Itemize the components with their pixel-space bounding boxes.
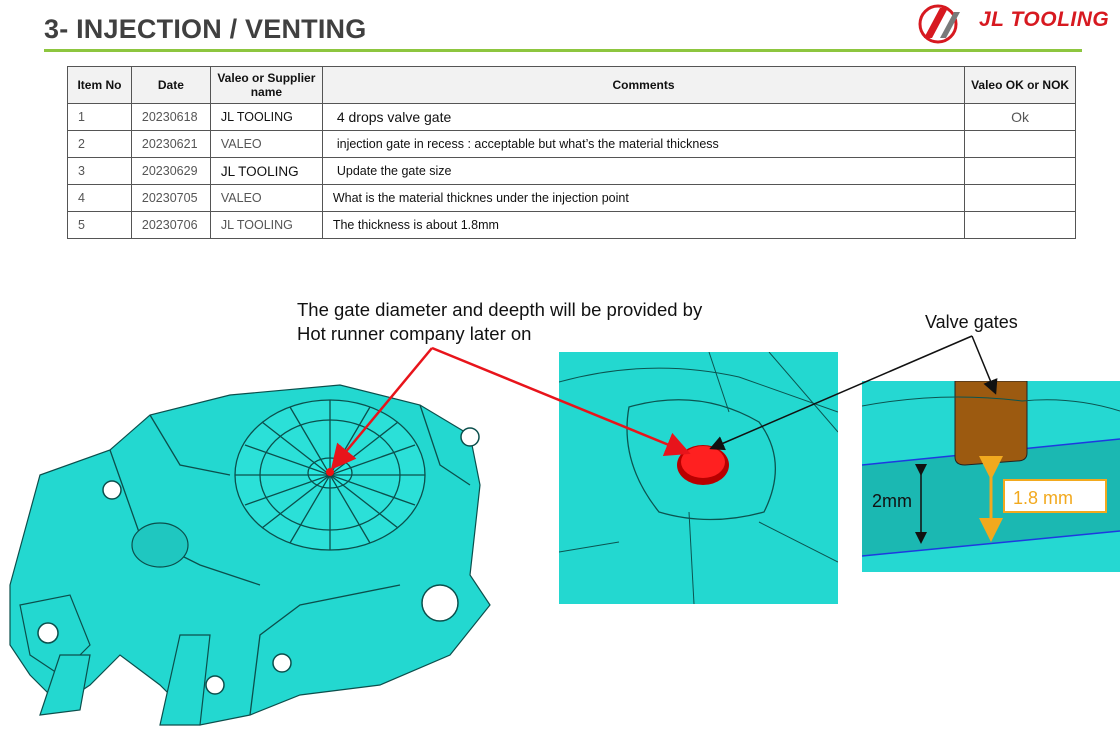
dimension-1-8mm-label: 1.8 mm — [1003, 479, 1107, 513]
cell-item: 1 — [68, 104, 132, 131]
cell-item: 2 — [68, 131, 132, 158]
table-row — [68, 104, 1076, 131]
cell-item: 5 — [68, 212, 132, 239]
cell-comment: The thickness is about 1.8mm — [322, 212, 964, 239]
cell-by: VALEO — [210, 131, 322, 158]
col-comments: Comments — [322, 67, 964, 104]
gate-zoom-view — [559, 352, 838, 604]
col-date: Date — [131, 67, 210, 104]
title-underline — [44, 49, 1082, 52]
dimension-2mm-label: 2mm — [872, 491, 912, 511]
cell-item: 4 — [68, 185, 132, 212]
cell-date: 20230705 — [131, 185, 210, 212]
cell-date: 20230629 — [131, 158, 210, 185]
gate-note: The gate diameter and deepth will be provided by Hot runner company later on — [297, 299, 703, 344]
logo-text: JL TOOLING — [979, 8, 1110, 31]
cell-status — [965, 212, 1076, 239]
cell-comment: What is the material thicknes under the injection point — [322, 185, 964, 212]
cell-item: 3 — [68, 158, 132, 185]
page-title: 3- INJECTION / VENTING — [44, 14, 367, 44]
valve-gates-label: Valve gates — [925, 312, 1018, 332]
cell-date: 20230621 — [131, 131, 210, 158]
table-row — [68, 185, 1076, 212]
cell-status: Ok — [965, 104, 1076, 131]
cell-status — [965, 185, 1076, 212]
housing-3d-view — [0, 355, 540, 731]
section-view — [862, 381, 1120, 572]
cell-comment: injection gate in recess : acceptable but what’s the material thickness — [322, 131, 964, 158]
col-status: Valeo OK or NOK — [965, 67, 1076, 104]
cell-status — [965, 158, 1076, 185]
col-supplier: Valeo or Supplier name — [210, 67, 322, 104]
cell-date: 20230618 — [131, 104, 210, 131]
review-table — [67, 66, 1076, 239]
cell-comment: 4 drops valve gate — [322, 104, 964, 131]
table-row — [68, 158, 1076, 185]
cell-date: 20230706 — [131, 212, 210, 239]
cell-comment: Update the gate size — [322, 158, 964, 185]
col-item-no: Item No — [68, 67, 132, 104]
cell-by: JL TOOLING — [210, 212, 322, 239]
cell-by: VALEO — [210, 185, 322, 212]
table-row — [68, 131, 1076, 158]
table-header-row — [68, 67, 1076, 104]
cell-status — [965, 131, 1076, 158]
cell-by: JL TOOLING — [210, 104, 322, 131]
table-row — [68, 212, 1076, 239]
cell-by: JL TOOLING — [210, 158, 322, 185]
